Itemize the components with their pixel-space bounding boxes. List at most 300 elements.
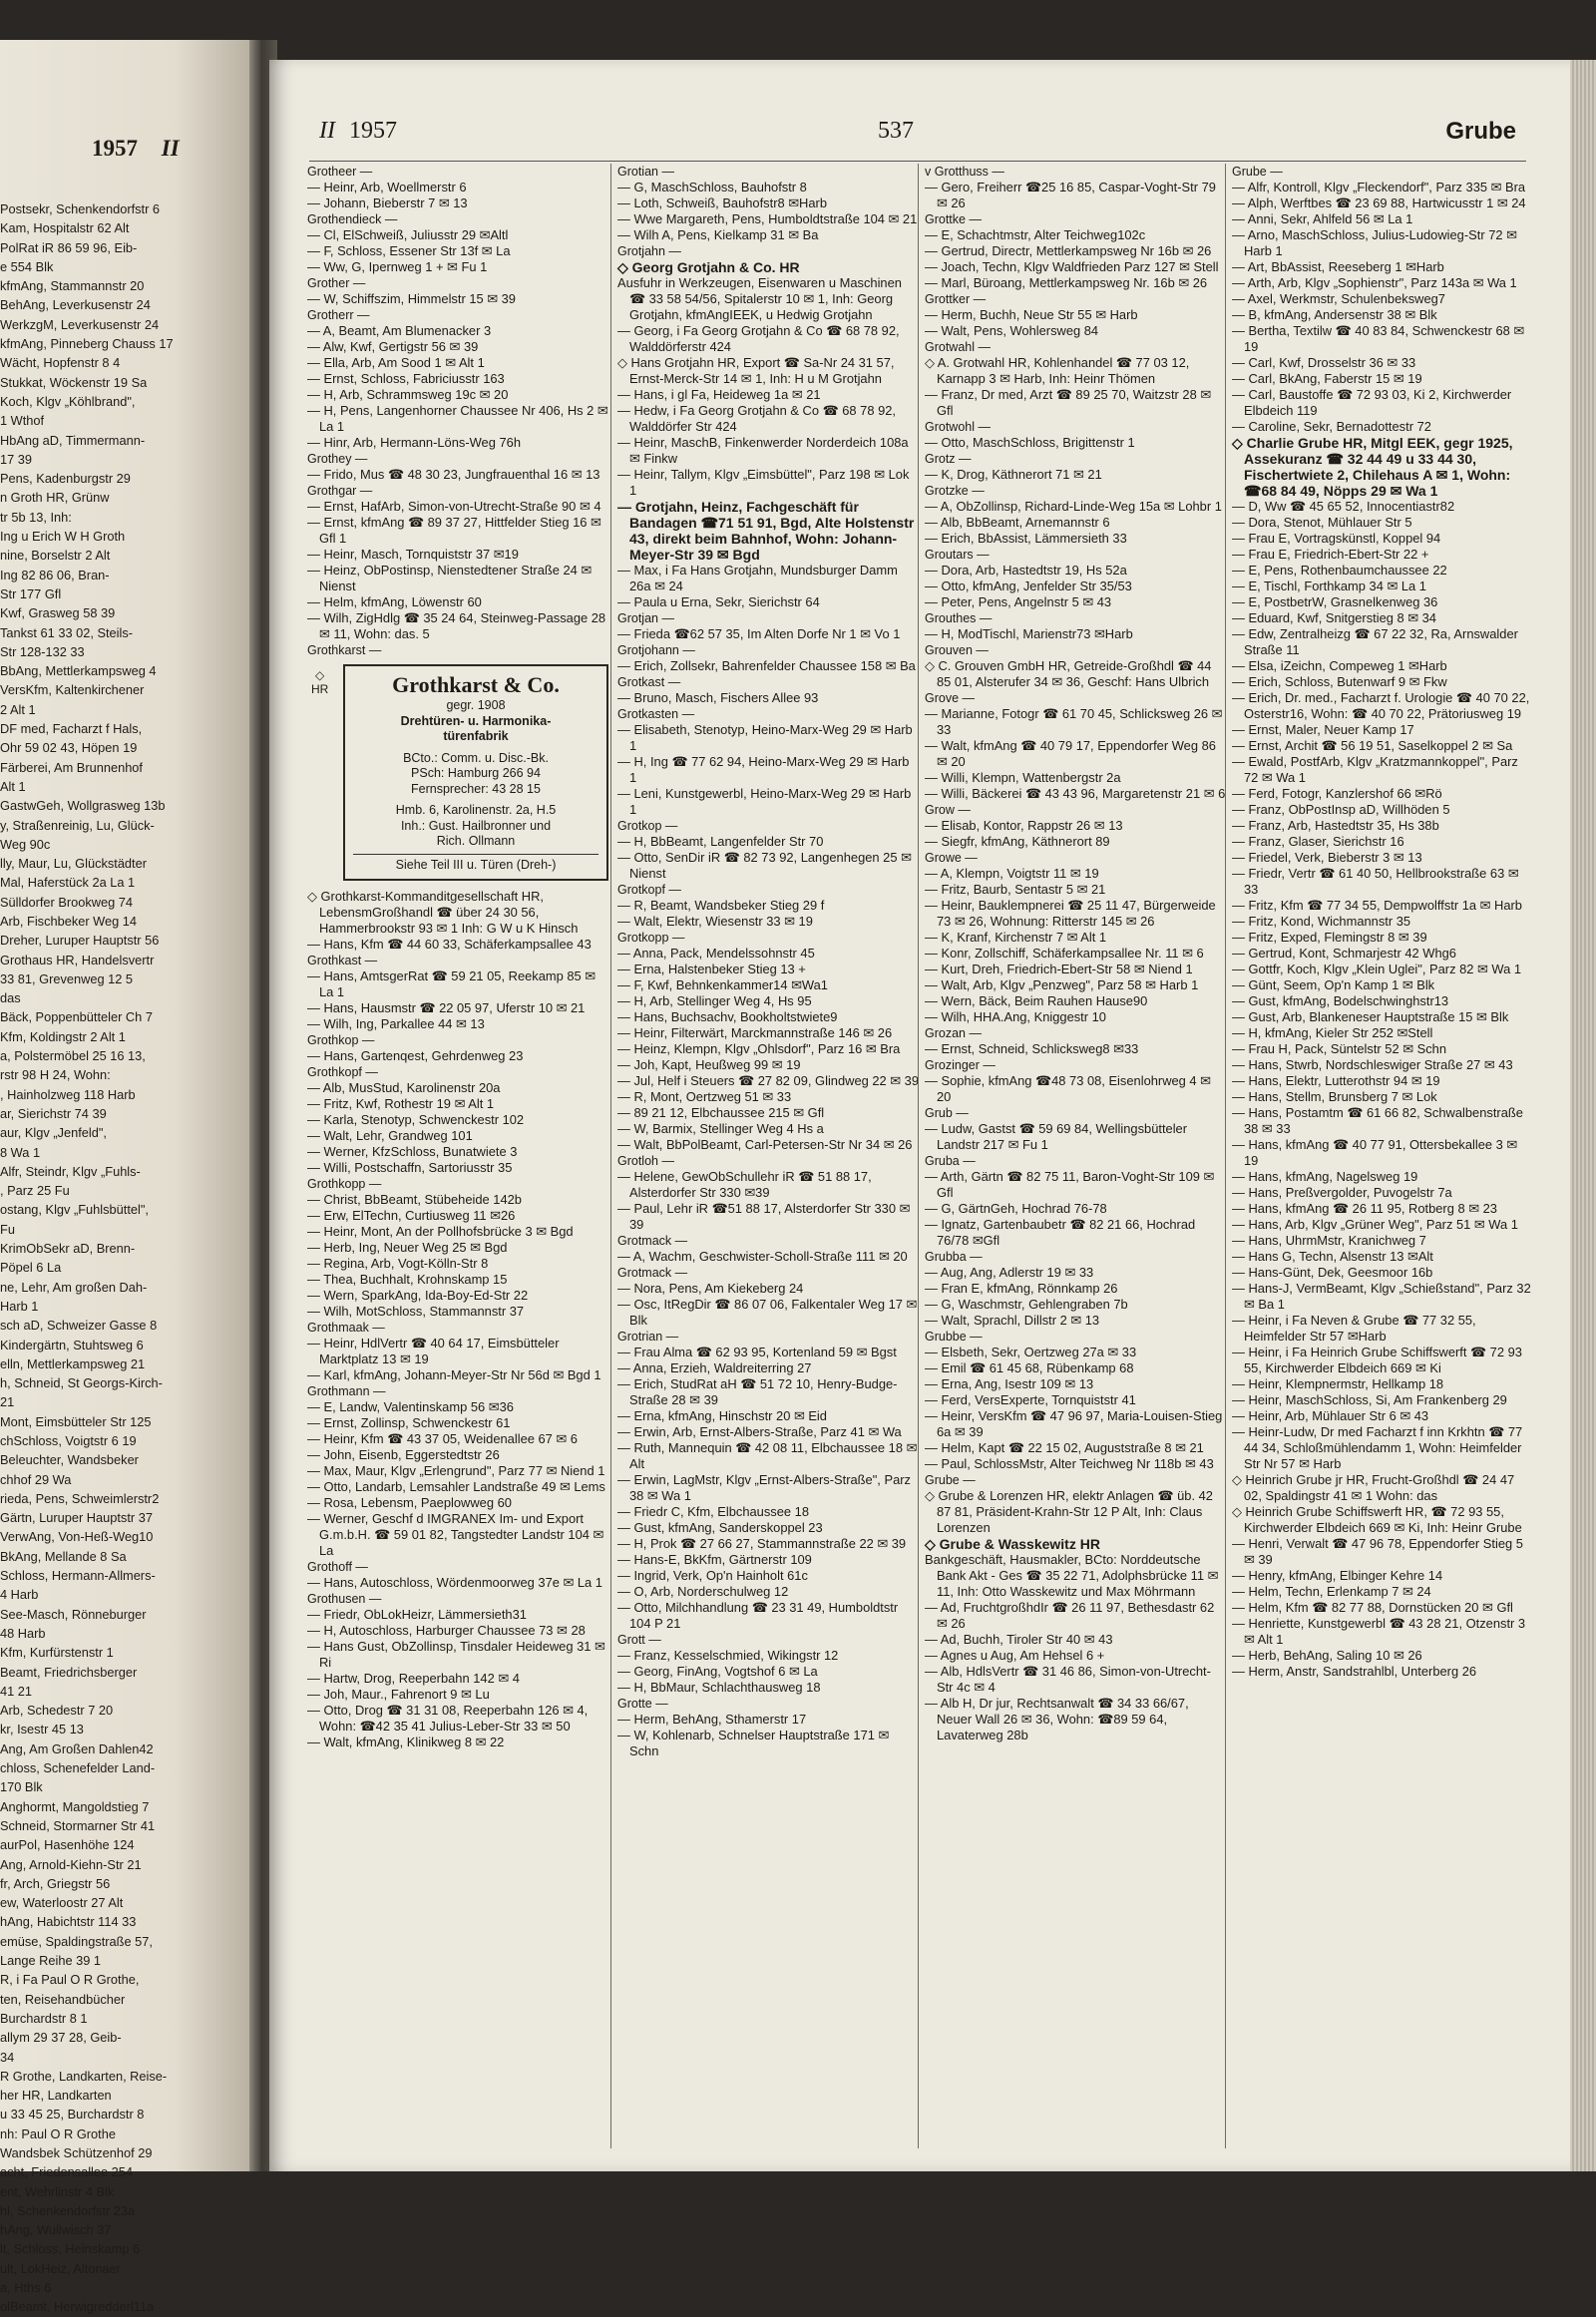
ad-phone: Fernsprecher: 43 28 15: [411, 781, 541, 796]
page-number: 537: [878, 118, 914, 144]
directory-entry: — Osc, ItRegDir ☎ 86 07 06, Falkentaler Weg 17 ✉ Blk: [617, 1297, 918, 1328]
directory-entry: — Anna, Erzieh, Waldreiterring 27: [617, 1360, 812, 1375]
directory-entry: — Dora, Arb, Hastedtstr 19, Hs 52a: [925, 563, 1127, 578]
directory-entry: — Ferd, VersExperte, Tornquiststr 41: [925, 1392, 1136, 1407]
directory-entry: — Henry, kfmAng, Elbinger Kehre 14: [1232, 1568, 1443, 1583]
directory-entry: ◇ A. Grotwahl HR, Kohlenhandel ☎ 77 03 12, Karnapp 3 ✉ Harb, Inh: Heinr Thömen: [925, 355, 1190, 386]
left-page-line: Kfm, Kurfürstenstr 1: [0, 1645, 114, 1661]
left-page-line: Ang, Arnold-Kiehn-Str 21: [0, 1856, 142, 1872]
directory-entry: — W, Schiffszim, Himmelstr 15 ✉ 39: [307, 291, 516, 306]
directory-entry: — Konr, Zollschiff, Schäferkampsallee Nr. 11 ✉ 6: [925, 946, 1204, 961]
surname-heading: Grother —: [307, 276, 366, 290]
directory-entry: — Arth, Gärtn ☎ 82 75 11, Baron-Voght-Str 109 ✉ Gfl: [925, 1169, 1215, 1200]
surname-heading: Grotmack —: [617, 1266, 688, 1280]
directory-entry: — H, BbBeamt, Langenfelder Str 70: [617, 834, 824, 849]
left-page-line: HbAng aD, Timmermann-: [0, 432, 146, 448]
directory-entry: — O, Arb, Norderschulweg 12: [617, 1584, 789, 1599]
left-page-line: R, i Fa Paul O R Grothe,: [0, 1972, 140, 1988]
directory-entry: — Friedel, Verk, Bieberstr 3 ✉ 13: [1232, 850, 1422, 865]
directory-entry: — Hans, Buchsachv, Bookholtstwiete9: [617, 1009, 838, 1024]
directory-entry: — Fritz, Exped, Flemingstr 8 ✉ 39: [1232, 930, 1427, 945]
directory-entry: — Heinr, Mont, An der Pollhofsbrücke 3 ✉ Bgd: [307, 1224, 574, 1239]
left-page-line: rstr 98 H 24, Wohn:: [0, 1067, 111, 1083]
surname-heading: Grothgar —: [307, 484, 373, 498]
directory-entry: — Friedr, ObLokHeizr, Lämmersieth31: [307, 1607, 527, 1622]
directory-entry: — H, Autoschloss, Harburger Chaussee 73 ✉ 28: [307, 1623, 586, 1638]
left-page-line: 170 Blk: [0, 1779, 43, 1795]
surname-heading: Grotwahl —: [925, 340, 991, 354]
directory-entry: — Georg, FinAng, Vogtshof 6 ✉ La: [617, 1664, 818, 1679]
directory-entry: ◇ Charlie Grube HR, Mitgl EEK, gegr 1925, Assekuranz ☎ 32 44 49 u 33 44 30, Fischertwiete 2, Chilehaus A ✉ 1, Wohn: ☎68 84 49, Nöpps 29 ✉ Wa 1: [1232, 435, 1513, 499]
left-page-line: 34: [0, 2049, 15, 2065]
directory-entry: — Heinr, Masch, Tornquiststr 37 ✉19: [307, 547, 519, 562]
directory-entry: — Wilh A, Pens, Kielkamp 31 ✉ Ba: [617, 227, 819, 242]
left-page-line: 21: [0, 1394, 15, 1410]
left-page-line: Ing u Erich W H Groth: [0, 529, 126, 545]
surname-heading: Grothoff —: [307, 1560, 368, 1574]
directory-entry: — E, Landw, Valentinskamp 56 ✉36: [307, 1399, 514, 1414]
directory-entry: ◇ Grothkarst-Kommanditgesellschaft HR, LebensmGroßhandl ☎ über 24 30 56, Hammerbrookstr 93 ✉ 1 Inh: G W u K Hinsch: [307, 889, 579, 936]
directory-entry: — Heinz, Klempn, Klgv „Ohlsdorf", Parz 16 ✉ Bra: [617, 1041, 901, 1056]
directory-entry: — A, Klempn, Voigtstr 11 ✉ 19: [925, 866, 1099, 881]
left-page-line: allym 29 37 28, Geib-: [0, 2030, 122, 2046]
surname-heading: Grothey —: [307, 452, 368, 466]
directory-entry: — Anna, Pack, Mendelssohnstr 45: [617, 946, 815, 961]
left-page-line: VersKfm, Kaltenkirchener: [0, 682, 145, 698]
ad-owners-1: Inh.: Gust. Hailbronner und: [400, 818, 552, 833]
directory-entry: — Carl, BkAng, Faberstr 15 ✉ 19: [1232, 371, 1422, 386]
left-page-line: Kfm, Koldingstr 2 Alt 1: [0, 1028, 126, 1044]
left-page-line: Alt 1: [0, 778, 26, 794]
left-page-line: Beamt, Friedrichsberger: [0, 1664, 138, 1680]
surname-heading: Grothkopf —: [307, 1065, 378, 1079]
left-page-line: hAng, Habichtstr 114 33: [0, 1914, 137, 1930]
left-page-line: ne, Lehr, Am großen Dah-: [0, 1279, 148, 1295]
directory-entry: — Hans, Stwrb, Nordschleswiger Straße 27 ✉ 43: [1232, 1057, 1513, 1072]
directory-entry: — Hans, Hausmstr ☎ 22 05 97, Uferstr 10 ✉ 21: [307, 1000, 586, 1015]
surname-heading: Grothendieck —: [307, 212, 398, 226]
surname-heading: Grotte —: [617, 1697, 668, 1711]
directory-entry: — Hans, Elektr, Lutterothstr 94 ✉ 19: [1232, 1073, 1440, 1088]
directory-entry: — F, Schloss, Essener Str 13f ✉ La: [307, 243, 511, 258]
directory-entry: — Heinr, Klempnermstr, Hellkamp 18: [1232, 1376, 1444, 1391]
left-page-line: Beleuchter, Wandsbeker: [0, 1452, 139, 1468]
left-page-line: aur, Klgv „Jenfeld",: [0, 1125, 107, 1141]
surname-heading: Grotkast —: [617, 675, 681, 689]
left-page-line: fr, Arch, Griegstr 56: [0, 1875, 111, 1891]
directory-entry: — Paula u Erna, Sekr, Sierichstr 64: [617, 594, 820, 609]
directory-entry: — Erich, StudRat aH ☎ 51 72 10, Henry-Budge-Straße 28 ✉ 39: [617, 1376, 898, 1407]
directory-entry: Ausfuhr in Werkzeugen, Eisenwaren u Maschinen ☎ 33 58 54/56, Spitalerstr 10 ✉ 1, Inh: Georg Grotjahn, kfmAngIEEK, u Hedwig Grotjahn: [617, 275, 902, 322]
surname-heading: Grott —: [617, 1633, 661, 1647]
left-page-line: ar, Sierichstr 74 39: [0, 1105, 107, 1121]
surname-heading: Grozinger —: [925, 1058, 996, 1072]
surname-heading: Grouthes —: [925, 611, 993, 625]
running-head-volume: II: [319, 118, 335, 144]
directory-entry: — W, Barmix, Stellinger Weg 4 Hs a: [617, 1121, 824, 1136]
surname-heading: Grub —: [925, 1106, 969, 1120]
directory-entry: — K, Drog, Käthnerort 71 ✉ 21: [925, 467, 1102, 482]
surname-heading: Grotjan —: [617, 611, 674, 625]
directory-entry: — Otto, Milchhandlung ☎ 23 31 49, Humboldtstr 104 P 21: [617, 1600, 899, 1631]
left-page-line: ent, Wehrlinstr 4 Blk: [0, 2183, 115, 2199]
left-page-line: a, Polstermöbel 25 16 13,: [0, 1048, 146, 1064]
directory-entry: — Heinr, VersKfm ☎ 47 96 97, Maria-Louisen-Stieg 6a ✉ 39: [925, 1408, 1223, 1439]
surname-heading: Grothkarst —: [307, 643, 382, 657]
left-page-line: a, Hths 6: [0, 2280, 52, 2296]
surname-heading: Groutars —: [925, 548, 990, 562]
directory-entry: — Joh, Kapt, Heußweg 99 ✉ 19: [617, 1057, 801, 1072]
directory-entry: — Jul, Helf i Steuers ☎ 27 82 09, Glindweg 22 ✉ 39: [617, 1073, 920, 1088]
directory-entry: — Fran E, kfmAng, Rönnkamp 26: [925, 1281, 1118, 1296]
directory-entry: — Joh, Maur., Fahrenort 9 ✉ Lu: [307, 1687, 490, 1702]
directory-entry: — Hans, Postamtm ☎ 61 66 82, Schwalbenstraße 38 ✉ 33: [1232, 1105, 1523, 1136]
directory-entry: — Franz, Arb, Hastedtstr 35, Hs 38b: [1232, 818, 1439, 833]
directory-entry: — Art, BbAssist, Reeseberg 1 ✉Harb: [1232, 259, 1444, 274]
left-page-line: 4 Harb: [0, 1587, 39, 1603]
left-page-line: Arb, Schedestr 7 20: [0, 1703, 114, 1719]
ad-owners-2: Rich. Ollmann: [436, 834, 516, 848]
directory-entry: — H, Arb, Schrammsweg 19c ✉ 20: [307, 387, 509, 402]
directory-entry: — Henriette, Kunstgewerbl ☎ 43 28 21, Otzenstr 3 ✉ Alt 1: [1232, 1616, 1526, 1647]
left-page-line: DF med, Facharzt f Hals,: [0, 721, 143, 737]
left-page-line: her HR, Landkarten: [0, 2088, 112, 2104]
directory-entry: — Hans, Preßvergolder, Puvogelstr 7a: [1232, 1185, 1452, 1200]
ad-title: Grothkarst & Co.: [392, 672, 560, 697]
directory-entry: — Helm, Kfm ☎ 82 77 88, Dornstücken 20 ✉ Gfl: [1232, 1600, 1513, 1615]
directory-entry: — Wilh, Ing, Parkallee 44 ✉ 13: [307, 1016, 485, 1031]
surname-heading: Grotmack —: [617, 1234, 688, 1248]
directory-entry: — Ferd, Fotogr, Kanzlershof 66 ✉Rö: [1232, 786, 1442, 801]
directory-entry: — Otto, Drog ☎ 31 31 08, Reeperbahn 126 ✉ 4, Wohn: ☎42 35 41 Julius-Leber-Str 33 ✉ 50: [307, 1703, 589, 1734]
directory-entry: — Frau E, Vortragskünstl, Koppel 94: [1232, 531, 1441, 546]
directory-page: [269, 60, 1576, 2171]
directory-entry: — G, MaschSchloss, Bauhofstr 8: [617, 180, 807, 194]
directory-entry: — Otto, Landarb, Lemsahler Landstraße 49 ✉ Lems: [307, 1479, 605, 1494]
directory-entry: — Gertrud, Kont, Schmarjestr 42 Whg6: [1232, 946, 1456, 961]
directory-entry: ◇ Heinrich Grube jr HR, Frucht-Großhdl ☎ 24 47 02, Spaldingstr 41 ✉ 1 Wohn: das: [1232, 1472, 1515, 1503]
surname-heading: Grubbe —: [925, 1330, 983, 1344]
left-page-line: Dreher, Luruper Hauptstr 56: [0, 933, 160, 949]
directory-entry: — Caroline, Sekr, Bernadottestr 72: [1232, 419, 1431, 434]
directory-entry: — Hans, Kfm ☎ 44 60 33, Schäferkampsallee 43: [307, 937, 592, 952]
directory-entry: — Fritz, Baurb, Sentastr 5 ✉ 21: [925, 882, 1106, 897]
directory-entry: — Elisabeth, Stenotyp, Heino-Marx-Weg 29 ✉ Harb 1: [617, 722, 913, 753]
left-page-line: PolRat iR 86 59 96, Eib-: [0, 239, 138, 255]
left-page-line: BbAng, Mettlerkampsweg 4: [0, 663, 157, 679]
left-page-line: ten, Reisehandbücher: [0, 1991, 126, 2007]
directory-entry: — Franz, Kesselschmied, Wikingstr 12: [617, 1648, 839, 1663]
directory-entry: — Hans, i gl Fa, Heideweg 1a ✉ 21: [617, 387, 821, 402]
directory-entry: — Arno, MaschSchloss, Julius-Ludowieg-Str 72 ✉ Harb 1: [1232, 227, 1517, 258]
left-page-line: Gärtn, Luruper Hauptstr 37: [0, 1510, 153, 1526]
surname-heading: Grotwohl —: [925, 420, 991, 434]
directory-entry: — Sophie, kfmAng ☎48 73 08, Eisenlohrweg 4 ✉ 20: [925, 1073, 1211, 1104]
left-page-line: WerkzgM, Leverkusenstr 24: [0, 316, 160, 332]
directory-entry: — Loth, Schweiß, Bauhofstr8 ✉Harb: [617, 195, 827, 210]
directory-entry: — Grotjahn, Heinz, Fachgeschäft für Bandagen ☎71 51 91, Bgd, Alte Holstenstr 43, direkt beim Bahnhof, Wohn: Johann-Meyer-Str 39 ✉ Bgd: [617, 499, 915, 563]
directory-entry: — Helm, Techn, Erlenkamp 7 ✉ 24: [1232, 1584, 1431, 1599]
directory-entry: — Hans, Stellm, Brunsberg 7 ✉ Lok: [1232, 1089, 1437, 1104]
directory-entry: — Franz, Dr med, Arzt ☎ 89 25 70, Waitzstr 28 ✉ Gfl: [925, 387, 1212, 418]
left-page-line: Sülldorfer Brookweg 74: [0, 894, 134, 910]
directory-entry: — E, Pens, Rothenbaumchaussee 22: [1232, 563, 1447, 578]
directory-entry: Bankgeschäft, Hausmakler, BCto: Norddeutsche Bank Akt - Ges ☎ 35 22 71, Adolphsbrücke 11 ✉ 11, Inh: Otto Wasskewitz und Max Möhrmann: [925, 1552, 1219, 1599]
left-page-line: e 554 Blk: [0, 258, 54, 274]
left-page-line: BkAng, Mellande 8 Sa: [0, 1548, 127, 1564]
left-page-line: , Parz 25 Fu: [0, 1183, 70, 1199]
directory-entry: — Frido, Mus ☎ 48 30 23, Jungfrauenthal 16 ✉ 13: [307, 467, 600, 482]
left-page-line: aurPol, Hasenhöhe 124: [0, 1837, 135, 1853]
directory-entry: — Heinr, Tallym, Klgv „Eimsbüttel", Parz 198 ✉ Lok 1: [617, 467, 910, 498]
left-page-line: Ing 82 86 06, Bran-: [0, 567, 110, 582]
directory-entry: — Hans, UhrmMstr, Kranichweg 7: [1232, 1233, 1426, 1248]
directory-entry: — Hans, Arb, Klgv „Grüner Weg", Parz 51 ✉ Wa 1: [1232, 1217, 1518, 1232]
left-page-line: tr 5b 13, Inh:: [0, 509, 72, 525]
left-page-line: Färberei, Am Brunnenhof: [0, 759, 143, 775]
directory-entry: — Peter, Pens, Angelnstr 5 ✉ 43: [925, 594, 1112, 609]
directory-entry: — Ignatz, Gartenbaubetr ☎ 82 21 66, Hochrad 76/78 ✉Gfl: [925, 1217, 1196, 1248]
directory-entry: — Paul, SchlossMstr, Alter Teichweg Nr 118b ✉ 43: [925, 1456, 1214, 1471]
directory-entry: — G, GärtnGeh, Hochrad 76-78: [925, 1201, 1107, 1216]
directory-entry: — Elsbeth, Sekr, Oertzweg 27a ✉ 33: [925, 1345, 1137, 1359]
directory-entry: — Bruno, Masch, Fischers Allee 93: [617, 690, 819, 705]
ad-see-also: Siehe Teil III u. Türen (Dreh-): [353, 854, 598, 874]
left-page-line: elln, Mettlerkampsweg 21: [0, 1355, 146, 1371]
surname-heading: Grouven —: [925, 643, 989, 657]
directory-entry: — Wern, SparkAng, Ida-Boy-Ed-Str 22: [307, 1288, 529, 1303]
directory-entry: — Walt, Sprachl, Dillstr 2 ✉ 13: [925, 1313, 1100, 1328]
directory-entry: — Heinr, Arb, Woellmerstr 6: [307, 180, 467, 194]
left-page-line: Postsekr, Schenkendorfstr 6: [0, 201, 161, 216]
surname-heading: Grozan —: [925, 1026, 982, 1040]
column-4: [1225, 164, 1533, 2148]
directory-entry: — E, Schachtmstr, Alter Teichweg102c: [925, 227, 1146, 242]
directory-entry: — Erich, Dr. med., Facharzt f. Urologie ☎ 40 70 22, Osterstr16, Wohn: ☎ 40 70 22, Prätoriusweg 19: [1232, 690, 1530, 721]
directory-entry: — H, Ing ☎ 77 62 94, Heino-Marx-Weg 29 ✉ Harb 1: [617, 754, 910, 785]
directory-entry: — Hartw, Drog, Reeperbahn 142 ✉ 4: [307, 1671, 520, 1686]
left-page-line: See-Masch, Rönneburger: [0, 1606, 147, 1622]
directory-entry: ◇ Georg Grotjahn & Co. HR: [617, 259, 800, 275]
directory-entry: — R, Mont, Oertzweg 51 ✉ 33: [617, 1089, 792, 1104]
surname-heading: Grothmann —: [307, 1384, 386, 1398]
header-rule: [309, 161, 1526, 162]
directory-entry: — Alb, BbBeamt, Arnemannstr 6: [925, 515, 1110, 530]
left-page-header: [92, 136, 180, 162]
directory-entry: — Helm, kfmAng, Löwenstr 60: [307, 594, 482, 609]
directory-entry: — H, Arb, Stellinger Weg 4, Hs 95: [617, 993, 812, 1008]
directory-entry: — Erwin, LagMstr, Klgv „Ernst-Albers-Straße", Parz 38 ✉ Wa 1: [617, 1472, 911, 1503]
directory-entry: — Walt, kfmAng, Klinikweg 8 ✉ 22: [307, 1735, 505, 1749]
surname-heading: Grothmaak —: [307, 1321, 385, 1335]
directory-entry: — Erna, Ang, Isestr 109 ✉ 13: [925, 1376, 1094, 1391]
directory-entry: — Ludw, Gastst ☎ 59 69 84, Wellingsbütteler Landstr 217 ✉ Fu 1: [925, 1121, 1188, 1152]
directory-entry: — A, ObZollinsp, Richard-Linde-Weg 15a ✉ Lohbr 1: [925, 499, 1222, 514]
directory-entry: — Helene, GewObSchullehr iR ☎ 51 88 17, Alsterdorfer Str 330 ✉39: [617, 1169, 872, 1200]
directory-entry: — Ingrid, Verk, Op'n Hainholt 61c: [617, 1568, 808, 1583]
surname-heading: Grotkopp —: [617, 931, 685, 945]
directory-entry: — Cl, ElSchweiß, Juliusstr 29 ✉Altl: [307, 227, 509, 242]
directory-entry: — Heinr-Ludw, Dr med Facharzt f inn Krkhtn ☎ 77 44 34, Schloßmühlendamm 1, Wohn: Heimfelder Str Nr 57 ✉ Harb: [1232, 1424, 1523, 1471]
directory-entry: — D, Ww ☎ 45 65 52, Innocentiastr82: [1232, 499, 1455, 514]
directory-entry: — Heinr, MaschB, Finkenwerder Norderdeich 108a ✉ Finkw: [617, 435, 909, 466]
left-page-line: Ohr 59 02 43, Höpen 19: [0, 740, 138, 756]
surname-heading: Gruba —: [925, 1154, 976, 1168]
directory-entry: — W, Kohlenarb, Schnelser Hauptstraße 171 ✉ Schn: [617, 1728, 890, 1758]
directory-entry: — Hans-Günt, Dek, Geesmoor 16b: [1232, 1265, 1433, 1280]
surname-heading: Grove —: [925, 691, 976, 705]
directory-entry: — John, Eisenb, Eggerstedtstr 26: [307, 1447, 500, 1462]
ad-founded: gegr. 1908: [446, 698, 506, 712]
directory-entry: — Heinr, Kfm ☎ 43 37 05, Weidenallee 67 ✉ 6: [307, 1431, 578, 1446]
directory-entry: — Helm, Kapt ☎ 22 15 02, Auguststraße 8 ✉ 21: [925, 1440, 1204, 1455]
directory-entry: — H, kfmAng, Kieler Str 252 ✉Stell: [1232, 1025, 1433, 1040]
directory-entry: ◇ Grube & Lorenzen HR, elektr Anlagen ☎ üb. 42 87 81, Präsident-Krahn-Str 12 P Alt, Inh: Claus Lorenzen: [925, 1488, 1213, 1535]
surname-heading: Grotkasten —: [617, 707, 695, 721]
left-page-line: y, Straßenreinig, Lu, Glück-: [0, 817, 155, 833]
left-page-line: u 33 45 25, Burchardstr 8: [0, 2107, 145, 2123]
left-page-line: Grothaus HR, Handelsvertr: [0, 952, 155, 967]
left-page-line: 2 Alt 1: [0, 701, 36, 717]
column-3: [918, 164, 1226, 2148]
directory-entry: — Gertrud, Directr, Mettlerkampsweg Nr 16b ✉ 26: [925, 243, 1212, 258]
directory-entry: — Agnes u Aug, Am Hehsel 6 +: [925, 1648, 1105, 1663]
directory-entry: — Walt, Arb, Klgv „Penzweg", Parz 58 ✉ Harb 1: [925, 977, 1199, 992]
left-page-line: , Hainholzweg 118 Harb: [0, 1086, 136, 1102]
directory-entry: — Heinr, MaschSchloss, Si, Am Frankenberg 29: [1232, 1392, 1507, 1407]
directory-entry: — H, ModTischl, Marienstr73 ✉Harb: [925, 626, 1133, 641]
surname-heading: v Grotthuss —: [925, 165, 1004, 179]
directory-entry: — Gero, Freiherr ☎25 16 85, Caspar-Voght-Str 79 ✉ 26: [925, 180, 1216, 210]
directory-entry: — Alb, MusStud, Karolinenstr 20a: [307, 1080, 501, 1095]
directory-entry: — Heinr, i Fa Neven & Grube ☎ 77 32 55, Heimfelder Str 57 ✉Harb: [1232, 1313, 1476, 1344]
directory-entry: — Eduard, Kwf, Snitgerstieg 8 ✉ 34: [1232, 610, 1436, 625]
surname-heading: Grube —: [925, 1473, 976, 1487]
left-page-line: kr, Isestr 45 13: [0, 1722, 84, 1738]
directory-entry: — Otto, SenDir iR ☎ 82 73 92, Langenhegen 25 ✉ Nienst: [617, 850, 912, 881]
directory-entry: — Otto, MaschSchloss, Brigittenstr 1: [925, 435, 1135, 450]
directory-entry: — Alfr, Kontroll, Klgv „Fleckendorf", Parz 335 ✉ Bra: [1232, 180, 1526, 194]
left-page-line: BehAng, Leverkusenstr 24: [0, 297, 151, 313]
directory-entry: — Wwe Margareth, Pens, Humboldtstraße 104 ✉ 21: [617, 211, 918, 226]
left-page-line: Schneid, Stormarner Str 41: [0, 1817, 156, 1833]
directory-entry: — Gust, kfmAng, Sanderskoppel 23: [617, 1520, 823, 1535]
directory-entry: — Wern, Bäck, Beim Rauhen Hause90: [925, 993, 1148, 1008]
directory-entry: — A, Beamt, Am Blumenacker 3: [307, 323, 492, 338]
directory-entry: — Fritz, Kond, Wichmannstr 35: [1232, 914, 1411, 929]
surname-heading: Grotian —: [617, 165, 674, 179]
directory-entry: — Frau E, Friedrich-Ebert-Str 22 +: [1232, 547, 1429, 562]
directory-entry: — Hinr, Arb, Hermann-Löns-Weg 76h: [307, 435, 521, 450]
left-page-line: Bäck, Poppenbütteler Ch 7: [0, 1009, 153, 1025]
left-page-line: Wächt, Hopfenstr 8 4: [0, 355, 121, 371]
surname-heading: Grotheer —: [307, 165, 373, 179]
surname-heading: Grothkast —: [307, 954, 378, 967]
running-head-volume-year: [319, 118, 397, 145]
directory-entry: — Walt, kfmAng ☎ 40 79 17, Eppendorfer Weg 86 ✉ 20: [925, 738, 1216, 769]
left-page-line: Str 177 Gfl: [0, 585, 62, 601]
left-page-line: Wandsbek Schützenhof 29: [0, 2144, 153, 2160]
directory-entry: — Rosa, Lebensm, Paeplowweg 60: [307, 1495, 512, 1510]
left-page-fragment: [0, 40, 249, 2315]
left-page-volume: II: [161, 136, 180, 161]
directory-entry: — Ww, G, Ipernweg 1 + ✉ Fu 1: [307, 259, 488, 274]
ad-pscheck: PSch: Hamburg 266 94: [411, 766, 541, 780]
directory-entry: — Johann, Bieberstr 7 ✉ 13: [307, 195, 468, 210]
column-2: [610, 164, 919, 2148]
directory-entry: — Herm, BehAng, Sthamerstr 17: [617, 1712, 807, 1727]
left-page-line: Fu: [0, 1221, 15, 1237]
left-page-line: ult, LokHeiz, Altonaer: [0, 2260, 121, 2276]
left-page-line: Mal, Haferstück 2a La 1: [0, 875, 136, 891]
directory-entry: — Marl, Büroang, Mettlerkampsweg Nr. 16b ✉ 26: [925, 275, 1208, 290]
directory-entry: — E, Tischl, Forthkamp 34 ✉ La 1: [1232, 579, 1426, 593]
left-page-line: sch aD, Schweizer Gasse 8: [0, 1318, 158, 1334]
left-page-line: 17 39: [0, 451, 33, 467]
directory-entry: — Dora, Stenot, Mühlauer Str 5: [1232, 515, 1412, 530]
ad-bank: BCto.: Comm. u. Disc.-Bk.: [403, 750, 549, 765]
directory-entry: — Hans, kfmAng ☎ 26 11 95, Rotberg 8 ✉ 23: [1232, 1201, 1497, 1216]
directory-entry: — Erich, Schloss, Butenwarf 9 ✉ Fkw: [1232, 674, 1447, 689]
left-page-line: lt, Schloss, Heinskamp 6: [0, 2241, 141, 2257]
left-page-line: hl, Schenkendorfstr 23a: [0, 2202, 136, 2218]
left-page-line: Kwf, Grasweg 58 39: [0, 605, 116, 621]
directory-entry: — F, Kwf, Behnkenkammer14 ✉Wa1: [617, 977, 828, 992]
directory-entry: — Erw, ElTechn, Curtiusweg 11 ✉26: [307, 1208, 516, 1223]
surname-heading: Grothkopp —: [307, 1177, 382, 1191]
directory-entry: — Paul, Lehr iR ☎51 88 17, Alsterdorfer Str 330 ✉ 39: [617, 1201, 911, 1232]
directory-entry: — 89 21 12, Elbchaussee 215 ✉ Gfl: [617, 1105, 825, 1120]
directory-entry: — Wilh, ZigHdlg ☎ 35 24 64, Steinweg-Passage 28 ✉ 11, Wohn: das. 5: [307, 610, 606, 641]
directory-entry: — Werner, Geschf d IMGRANEX Im- und Export G.m.b.H. ☎ 59 01 82, Tangstedter Landstr 104 ✉ La: [307, 1511, 604, 1558]
directory-entry: — Walt, BbPolBeamt, Carl-Petersen-Str Nr 34 ✉ 26: [617, 1137, 913, 1152]
left-page-line: nine, Borselstr 2 Alt: [0, 548, 111, 564]
directory-entry: — Karl, kfmAng, Johann-Meyer-Str Nr 56d ✉ Bgd 1: [307, 1367, 601, 1382]
directory-entry: — Alw, Kwf, Gertigstr 56 ✉ 39: [307, 339, 479, 354]
left-page-line: chloss, Schenefelder Land-: [0, 1760, 156, 1776]
directory-entry: — Heinr, Arb, Mühlauer Str 6 ✉ 43: [1232, 1408, 1429, 1423]
directory-entry: — Ella, Arb, Am Sood 1 ✉ Alt 1: [307, 355, 485, 370]
directory-entry: — H, BbMaur, Schlachthausweg 18: [617, 1680, 821, 1695]
left-page-line: ew, Waterloostr 27 Alt: [0, 1895, 124, 1911]
directory-entry: — Nora, Pens, Am Kiekeberg 24: [617, 1281, 804, 1296]
directory-entry: — Ad, FruchtgroßhdIr ☎ 26 11 97, Bethesdastr 62 ✉ 26: [925, 1600, 1215, 1631]
directory-entry: — Herb, Ing, Neuer Weg 25 ✉ Bgd: [307, 1240, 508, 1255]
directory-entry: — Ernst, Schneid, Schlicksweg8 ✉33: [925, 1041, 1139, 1056]
directory-entry: — H, Prok ☎ 27 66 27, Stammannstraße 22 ✉ 39: [617, 1536, 907, 1551]
directory-entry: — Friedr C, Kfm, Elbchaussee 18: [617, 1504, 809, 1519]
ad-business-2: türenfabrik: [443, 729, 509, 743]
left-page-line: emüse, Spaldingstraße 57,: [0, 1933, 153, 1949]
left-page-line: Kam, Hospitalstr 62 Alt: [0, 220, 130, 236]
surname-heading: Grotkop —: [617, 819, 678, 833]
left-page-line: olBeamt, Herwigredderl11a: [0, 2299, 155, 2315]
directory-entry: — Wilh, MotSchloss, Stammannstr 37: [307, 1304, 525, 1319]
left-page-line: 8 Wa 1: [0, 1144, 41, 1160]
directory-entry: — Elsa, iZeichn, Compeweg 1 ✉Harb: [1232, 658, 1447, 673]
directory-entry: — Hedw, i Fa Georg Grotjahn & Co ☎ 68 78 92, Walddörfer Str 424: [617, 403, 897, 434]
left-page-line: GastwGeh, Wollgrasweg 13b: [0, 798, 166, 814]
surname-heading: Grotherr —: [307, 308, 370, 322]
left-page-line: Mont, Eimsbütteler Str 125: [0, 1413, 152, 1429]
directory-entry: — G, Waschmstr, Gehlengraben 7b: [925, 1297, 1128, 1312]
directory-entry: — Willi, Klempn, Wattenbergstr 2a: [925, 770, 1121, 785]
directory-entry: — Axel, Werkmstr, Schulenbeksweg7: [1232, 291, 1445, 306]
left-page-line: Anghormt, Mangoldstieg 7: [0, 1798, 150, 1814]
directory-entry: — Hans Gust, ObZollinsp, Tinsdaler Heideweg 31 ✉ Ri: [307, 1639, 605, 1670]
directory-entry: — Heinr, Bauklempnerei ☎ 25 11 47, Bürgerweide 73 ✉ 26, Wohnung: Ritterstr 145 ✉ 26: [925, 898, 1216, 929]
catchword: Grube: [1445, 118, 1516, 145]
